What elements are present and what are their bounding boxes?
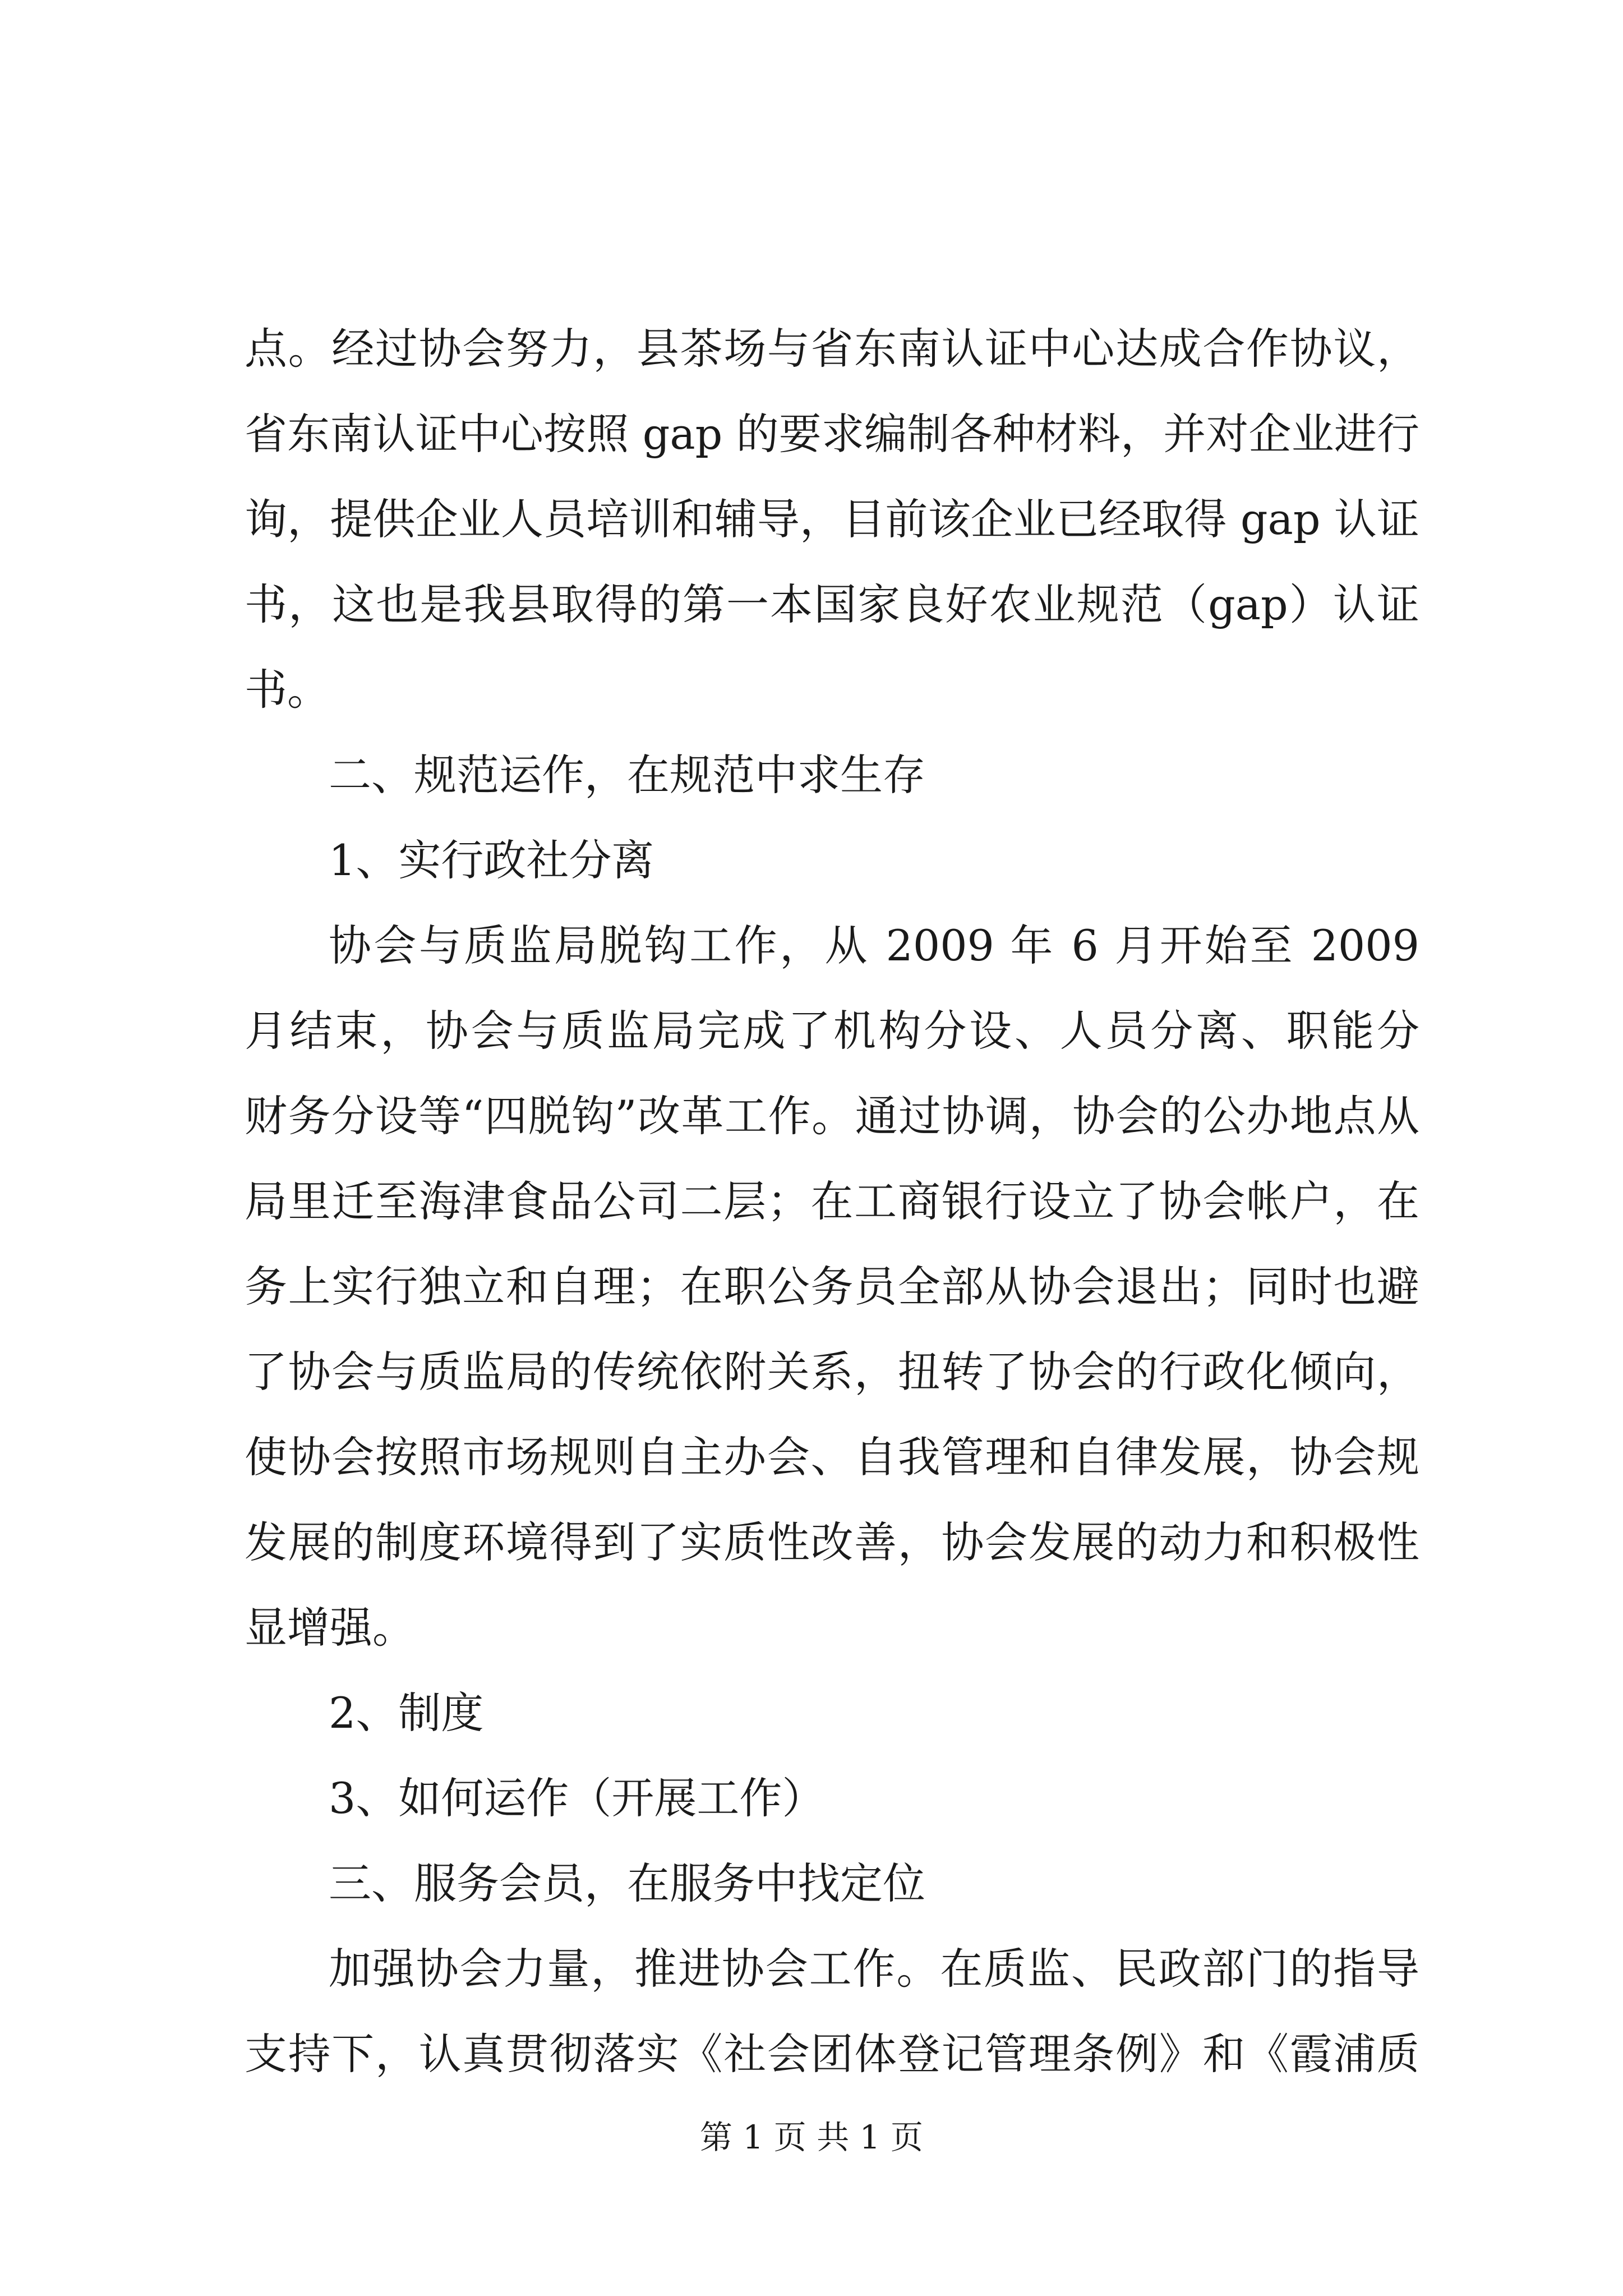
text-line: 询，提供企业人员培训和辅导，目前该企业已经取得 gap 认证	[245, 494, 1419, 544]
text-line: 月结束，协会与质监局完成了机构分设、人员分离、职能分	[245, 1006, 1419, 1056]
text-line: 书。	[245, 665, 330, 715]
text-line: 书，这也是我县取得的第一本国家良好农业规范（gap）认证	[245, 579, 1419, 629]
text-line: 点。经过协会努力，县茶场与省东南认证中心达成合作协议，	[245, 324, 1419, 374]
page-footer: 第 1 页 共 1 页	[700, 2118, 923, 2156]
text-line: 显增强。	[245, 1603, 415, 1653]
section-heading: 二、规范运作，在规范中求生存	[329, 750, 925, 800]
text-line: 财务分设等“四脱钩”改革工作。通过协调，协会的公办地点从	[245, 1091, 1419, 1141]
text-line: 使协会按照市场规则自主办会、自我管理和自律发展，协会规	[245, 1432, 1419, 1482]
text-line: 协会与质监局脱钩工作，从 2009 年 6 月开始至 2009	[329, 921, 1419, 970]
subsection-heading: 3、如何运作（开展工作）	[329, 1773, 825, 1823]
document-body	[245, 306, 1419, 2097]
text-line: 加强协会力量，推进协会工作。在质监、民政部门的指导	[329, 1944, 1419, 1994]
subsection-heading: 1、实行政社分离	[329, 835, 654, 885]
text-line: 支持下，认真贯彻落实《社会团体登记管理条例》和《霞浦质	[245, 2029, 1419, 2079]
section-heading: 三、服务会员，在服务中找定位	[329, 1858, 925, 1908]
text-line: 局里迁至海津食品公司二层；在工商银行设立了协会帐户，在	[245, 1176, 1419, 1226]
text-line: 务上实行独立和自理；在职公务员全部从协会退出；同时也避	[245, 1262, 1419, 1312]
text-line: 了协会与质监局的传统依附关系，扭转了协会的行政化倾向，	[245, 1347, 1419, 1397]
text-line: 发展的制度环境得到了实质性改善，协会发展的动力和积极性	[245, 1517, 1419, 1567]
text-line: 省东南认证中心按照 gap 的要求编制各种材料，并对企业进行	[245, 409, 1419, 459]
subsection-heading: 2、制度	[329, 1688, 484, 1738]
